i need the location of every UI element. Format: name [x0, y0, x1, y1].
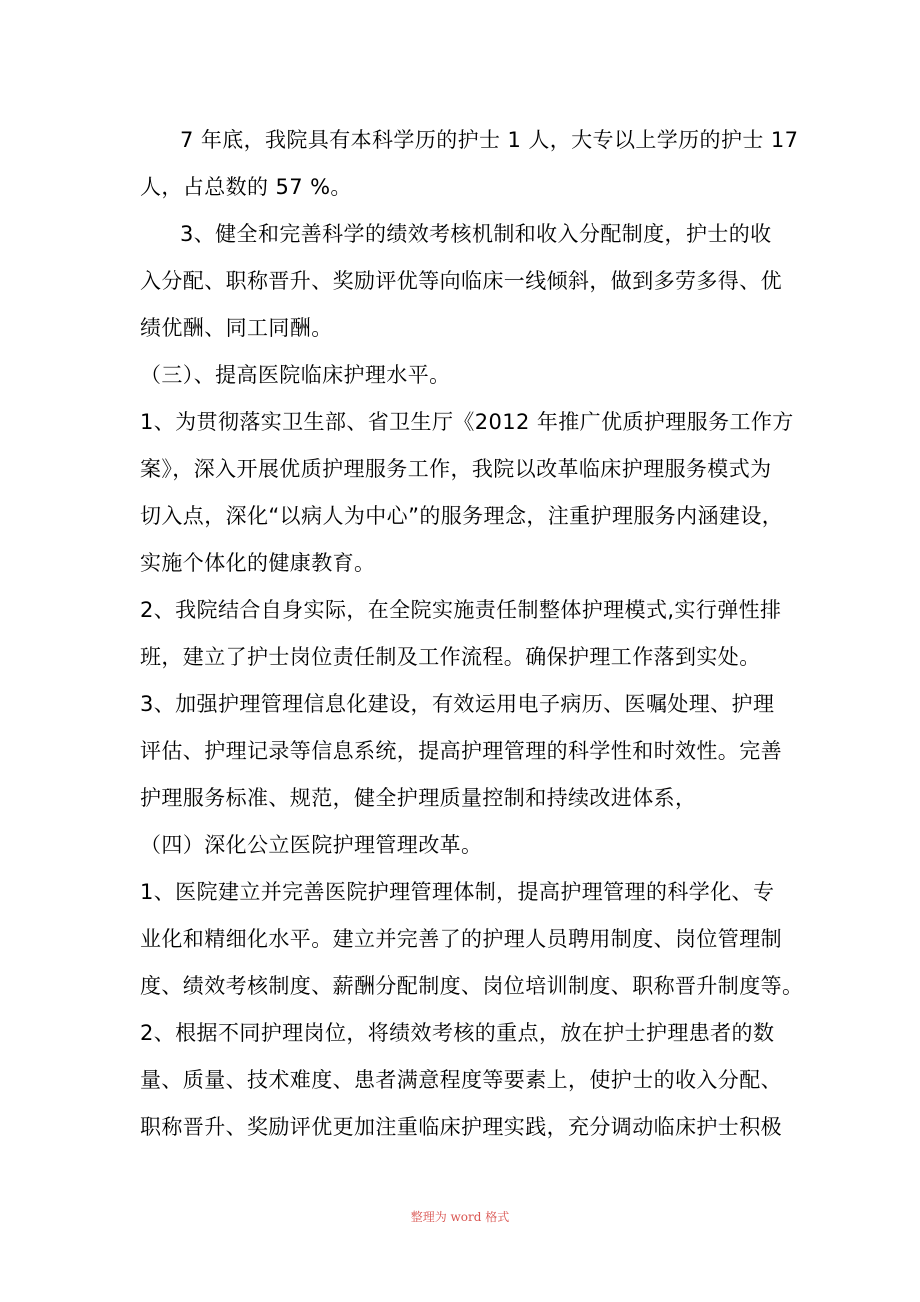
text-line: 1、为贯彻落实卫生部、省卫生厅《2012 年推广优质护理服务工作方	[140, 410, 794, 434]
text-line: 护理服务标准、规范，健全护理质量控制和持续改进体系，	[140, 786, 697, 810]
page-footer: 整理为 word 格式	[410, 1210, 510, 1224]
text-line: 7 年底，我院具有本科学历的护士 1 人，大专以上学历的护士 17	[180, 128, 799, 152]
text-line: 绩优酬、同工同酬。	[140, 316, 333, 340]
text-line: 评估、护理记录等信息系统，提高护理管理的科学性和时效性。完善	[140, 739, 782, 763]
text-line: 职称晋升、奖励评优更加注重临床护理实践，充分调动临床护士积极	[140, 1115, 782, 1139]
text-line: 切入点，深化“以病人为中心”的服务理念，注重护理服务内涵建设，	[140, 504, 784, 528]
text-line: 人，占总数的 57 %。	[140, 175, 352, 199]
text-line: 2、我院结合自身实际，在全院实施责任制整体护理模式,实行弹性排	[140, 598, 782, 622]
text-line: 3、加强护理管理信息化建设，有效运用电子病历、医嘱处理、护理	[140, 692, 775, 716]
text-line: 入分配、职称晋升、奖励评优等向临床一线倾斜，做到多劳多得、优	[140, 269, 782, 293]
text-line: 1、医院建立并完善医院护理管理体制，提高护理管理的科学化、专	[140, 880, 775, 904]
text-line: 业化和精细化水平。建立并完善了的护理人员聘用制度、岗位管理制	[140, 927, 782, 951]
text-line: 实施个体化的健康教育。	[140, 551, 376, 575]
text-line: 度、绩效考核制度、薪酬分配制度、岗位培训制度、职称晋升制度等。	[140, 974, 804, 998]
text-line: 案》，深入开展优质护理服务工作，我院以改革临床护理服务模式为	[140, 457, 772, 481]
text-line: 3、健全和完善科学的绩效考核机制和收入分配制度，护士的收	[180, 222, 772, 246]
section-heading: （三）、提高医院临床护理水平。	[140, 363, 451, 387]
text-line: 班，建立了护士岗位责任制及工作流程。确保护理工作落到实处。	[140, 645, 761, 669]
text-line: 量、质量、技术难度、患者满意程度等要素上，使护士的收入分配、	[140, 1068, 782, 1092]
section-heading: （四）深化公立医院护理管理改革。	[140, 833, 483, 857]
text-line: 2、根据不同护理岗位，将绩效考核的重点，放在护士护理患者的数	[140, 1021, 775, 1045]
